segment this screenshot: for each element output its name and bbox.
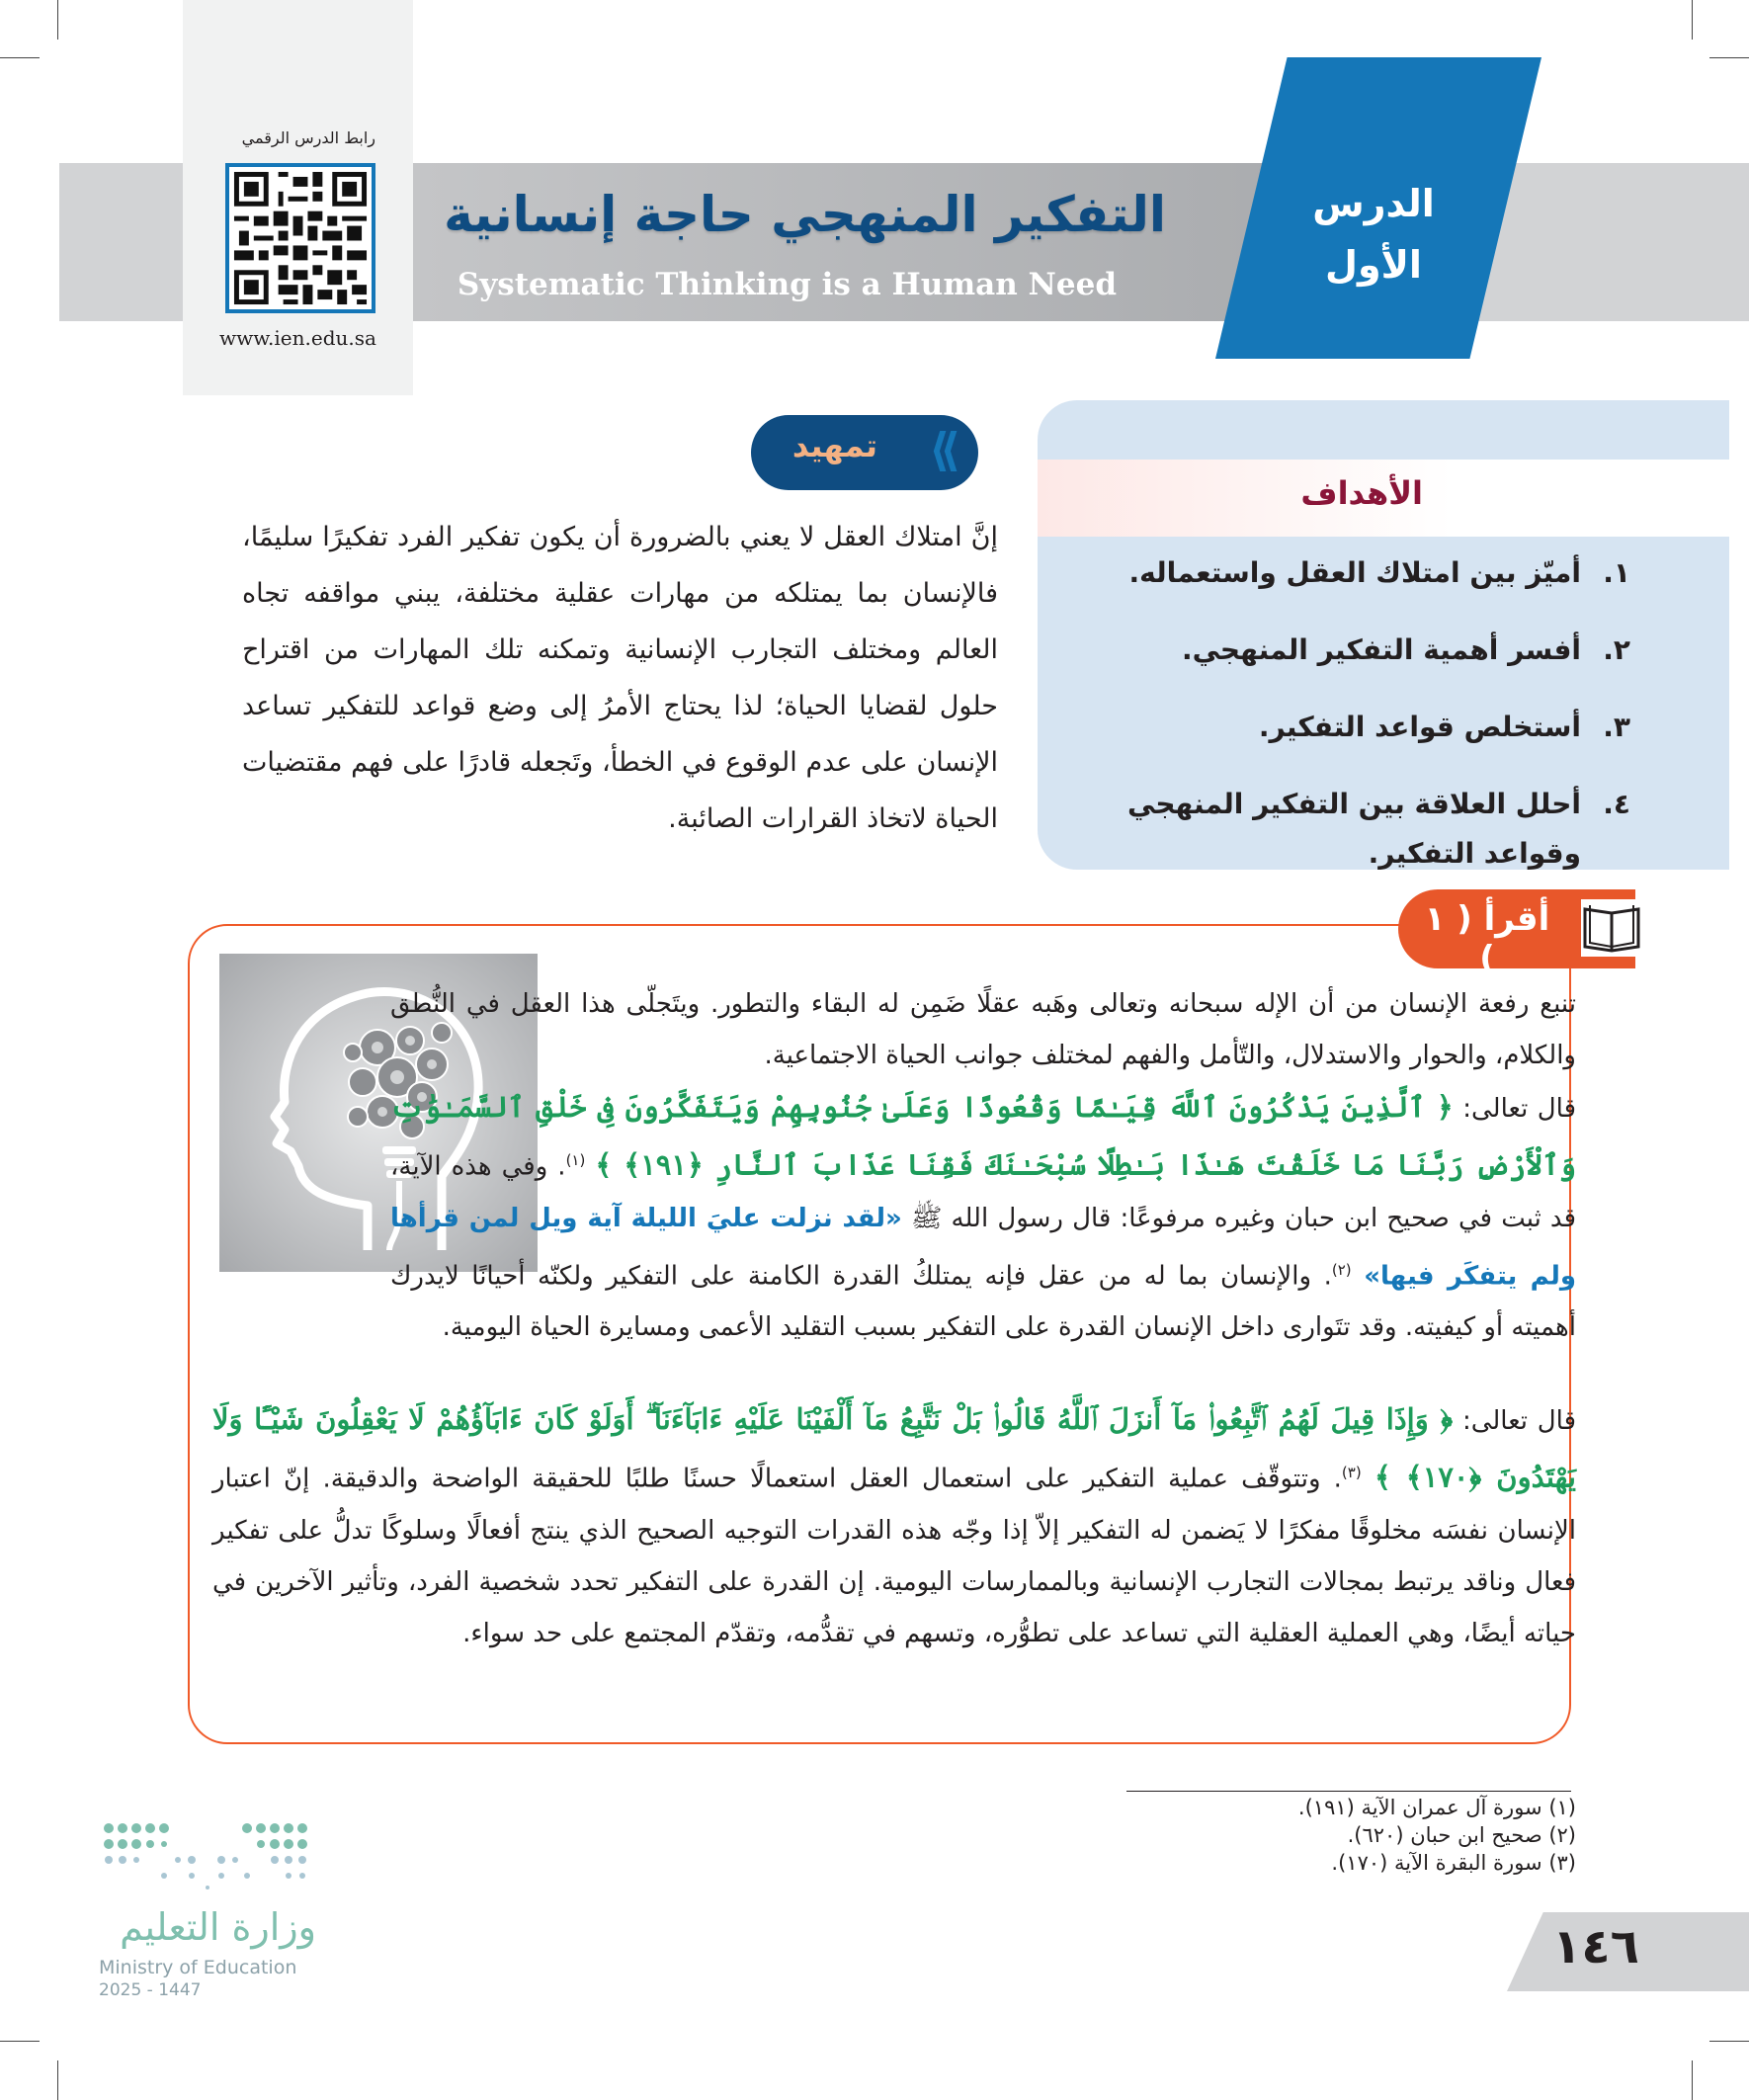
intro-paragraph: إنَّ امتلاك العقل لا يعني بالضرورة أن يكون تفكير الفرد تفكيرًا سليمًا، فالإنسان بما يمتلكه من مهارات عقلية مختلفة، يبني مواقفه تجاه العالم ومختلف التجارب الإنسانية وتمكنه تلك المهارات من اقتراح حلول لقضايا الحياة؛ لذا يحتاج الأمرُ إلى وضع قواعد للتفكير تساعد الإنسان على عدم الوقوع في الخطأ، وتَجعله قادرًا على فهم مقتضيات الحياة لاتخاذ القرارات الصائبة.: [242, 522, 998, 834]
quran-verse: ﴿ وَإِذَا قِيلَ لَهُمُ ٱتَّبِعُوا۟ مَآ أَنزَلَ ٱللَّهُ قَالُوا۟ بَلْ نَتَّبِعُ مَآ أَلْفَيْنَا عَلَيْهِ ءَابَآءَنَآ ۗ أَوَلَوْ كَانَ ءَابَآؤُهُمْ لَا يَعْقِلُونَ شَيْـًٔا وَلَا يَهْتَدُونَ ﴿١٧٠﴾ ﴾: [212, 1402, 1577, 1494]
crop-mark: [1709, 2041, 1749, 2042]
lesson-number-label: [1285, 173, 1462, 295]
open-book-icon: [1581, 899, 1642, 957]
crop-mark: [1692, 0, 1693, 40]
objective-number: ١.: [1603, 556, 1630, 589]
reading-text: . وفي هذه الآية، قد ثبت في صحيح ابن حبان وغيره مرفوعًا: قال رسول الله ﷺ: [390, 1151, 1577, 1233]
crop-mark: [57, 0, 58, 40]
footnote-item: (٢) صحيح ابن حبان (٦٢٠).: [1347, 1823, 1576, 1847]
ministry-name-arabic: وزارة التعليم: [120, 1905, 316, 1949]
crop-mark: [1709, 57, 1749, 58]
reading-paragraph-2: [390, 1081, 1576, 1353]
ministry-name-english: Ministry of Education: [99, 1957, 297, 1978]
objective-number: ٣.: [1603, 711, 1630, 743]
lesson-label-line1: الدرس: [1312, 182, 1435, 225]
objective-item: [1038, 548, 1630, 598]
lesson-title-arabic: التفكير المنهجي حاجة إنسانية: [444, 186, 1166, 243]
objective-text: أستخلص قواعد التفكير.: [1258, 711, 1581, 743]
objective-text: أحلل العلاقة بين التفكير المنهجي وقواعد التفكير.: [1127, 788, 1581, 870]
objective-number: ٢.: [1603, 633, 1630, 666]
quote-intro: قال تعالى:: [1462, 1094, 1577, 1124]
qr-url[interactable]: www.ien.edu.sa: [219, 326, 376, 350]
objectives-list: [1038, 548, 1630, 906]
lesson-label-line2: الأول: [1325, 243, 1422, 287]
footnote-ref: (٢): [1331, 1260, 1352, 1279]
footnote-item: (١) سورة آل عمران الآية (١٩١).: [1297, 1796, 1576, 1819]
reading-label: أقرأ ( ١ ): [1424, 899, 1550, 978]
page-number: ١٤٦: [1552, 1919, 1639, 1974]
footnote-item: (٣) سورة البقرة الآية (١٧٠).: [1331, 1851, 1576, 1875]
objective-item: [1038, 626, 1630, 675]
qr-code-icon[interactable]: [225, 163, 375, 313]
ministry-logo-icon: [99, 1818, 316, 1892]
reading-text: . والإنسان بما له من عقل فإنه يمتلكُ القدرة الكامنة على التفكير ولكنّه أحيانًا لايدرك أهميته أو كيفيته. وقد تتَوارى داخل الإنسان القدرة على التفكير بسبب التقليد الأعمى ومسايرة الحياة اليومية.: [390, 1261, 1576, 1343]
crop-mark: [0, 2041, 40, 2042]
footnote-ref: (١): [565, 1151, 586, 1169]
objectives-title: الأهداف: [1300, 474, 1423, 512]
footnote-ref: (٣): [1341, 1464, 1362, 1481]
intro-label: تمهيد: [791, 427, 878, 464]
reading-text: . وتتوقّف عملية التفكير على استعمال العقل استعمالًا حسنًا طلبًا للحقيقة الواضحة والدقيقة. إنّ اعتبار الإنسان نفسَه مخلوقًا مفكرًا لا يَضمن له التفكير إلاّ إذا وجّه هذه القدرات التوجيه الصحيح الذي ينتج أفعالًا وسلوكًا تدلُّ على تفكير فعال وناقد يرتبط بمجالات التجارب الإنسانية وبالممارسات اليومية. إن القدرة على التفكير تحدد شخصية الفرد، وتأثير الآخرين في حياته أيضًا، وهي العملية العقلية التي تساعد على تطوُّره، وتسهم في تقدُّمه، وتقدّم المجتمع على حد سواء.: [212, 1464, 1576, 1648]
objective-item: [1038, 703, 1630, 752]
quote-intro: قال تعالى:: [1461, 1406, 1577, 1436]
objective-text: أفسر أهمية التفكير المنهجي.: [1181, 633, 1581, 666]
footnotes-list: [1298, 1794, 1576, 1877]
objective-item: [1038, 780, 1630, 879]
objective-text: أميّز بين امتلاك العقل واستعماله.: [1128, 556, 1581, 589]
footnote-divider: [1126, 1791, 1571, 1792]
crop-mark: [1692, 2060, 1693, 2100]
lesson-title-english: Systematic Thinking is a Human Need: [457, 267, 1117, 302]
double-chevron-icon: ⟨⟨: [929, 423, 952, 476]
objective-number: ٤.: [1603, 788, 1630, 820]
reading-paragraph-1: تنبع رفعة الإنسان من أن الإله سبحانه وتعالى وهَبه عقلًا ضَمِن له البقاء والتطور. ويتَجلّى هذا العقل في النُّطق والكلام، والحوار والاستدلال، والتّأمل والفهم لمختلف جوانب الحياة الاجتماعية.: [390, 989, 1576, 1070]
quran-verse: ﴿ ٱلَّذِينَ يَذْكُرُونَ ٱللَّهَ قِيَـٰمًا وَقُعُودًا وَعَلَىٰ جُنُوبِهِمْ وَيَتَفَكَّرُونَ فِى خَلْقِ ٱلسَّمَـٰوَٰتِ وَٱلْأَرْضِ رَبَّنَا مَا خَلَقْتَ هَـٰذَا بَـٰطِلًا سُبْحَـٰنَكَ فَقِنَا عَذَابَ ٱلنَّارِ ﴿١٩١﴾ ﴾: [390, 1090, 1576, 1182]
crop-mark: [0, 57, 40, 58]
hadith-quote: «لقد نزلت عليَ الليلة آية ويل لمن قرأها ولم يتفكَر فيها»: [390, 1203, 1576, 1292]
reading-paragraph-3: [212, 1393, 1576, 1659]
qr-label: رابط الدرس الرقمي: [241, 128, 375, 147]
crop-mark: [57, 2060, 58, 2100]
ministry-year: 2025 - 1447: [99, 1980, 202, 2000]
